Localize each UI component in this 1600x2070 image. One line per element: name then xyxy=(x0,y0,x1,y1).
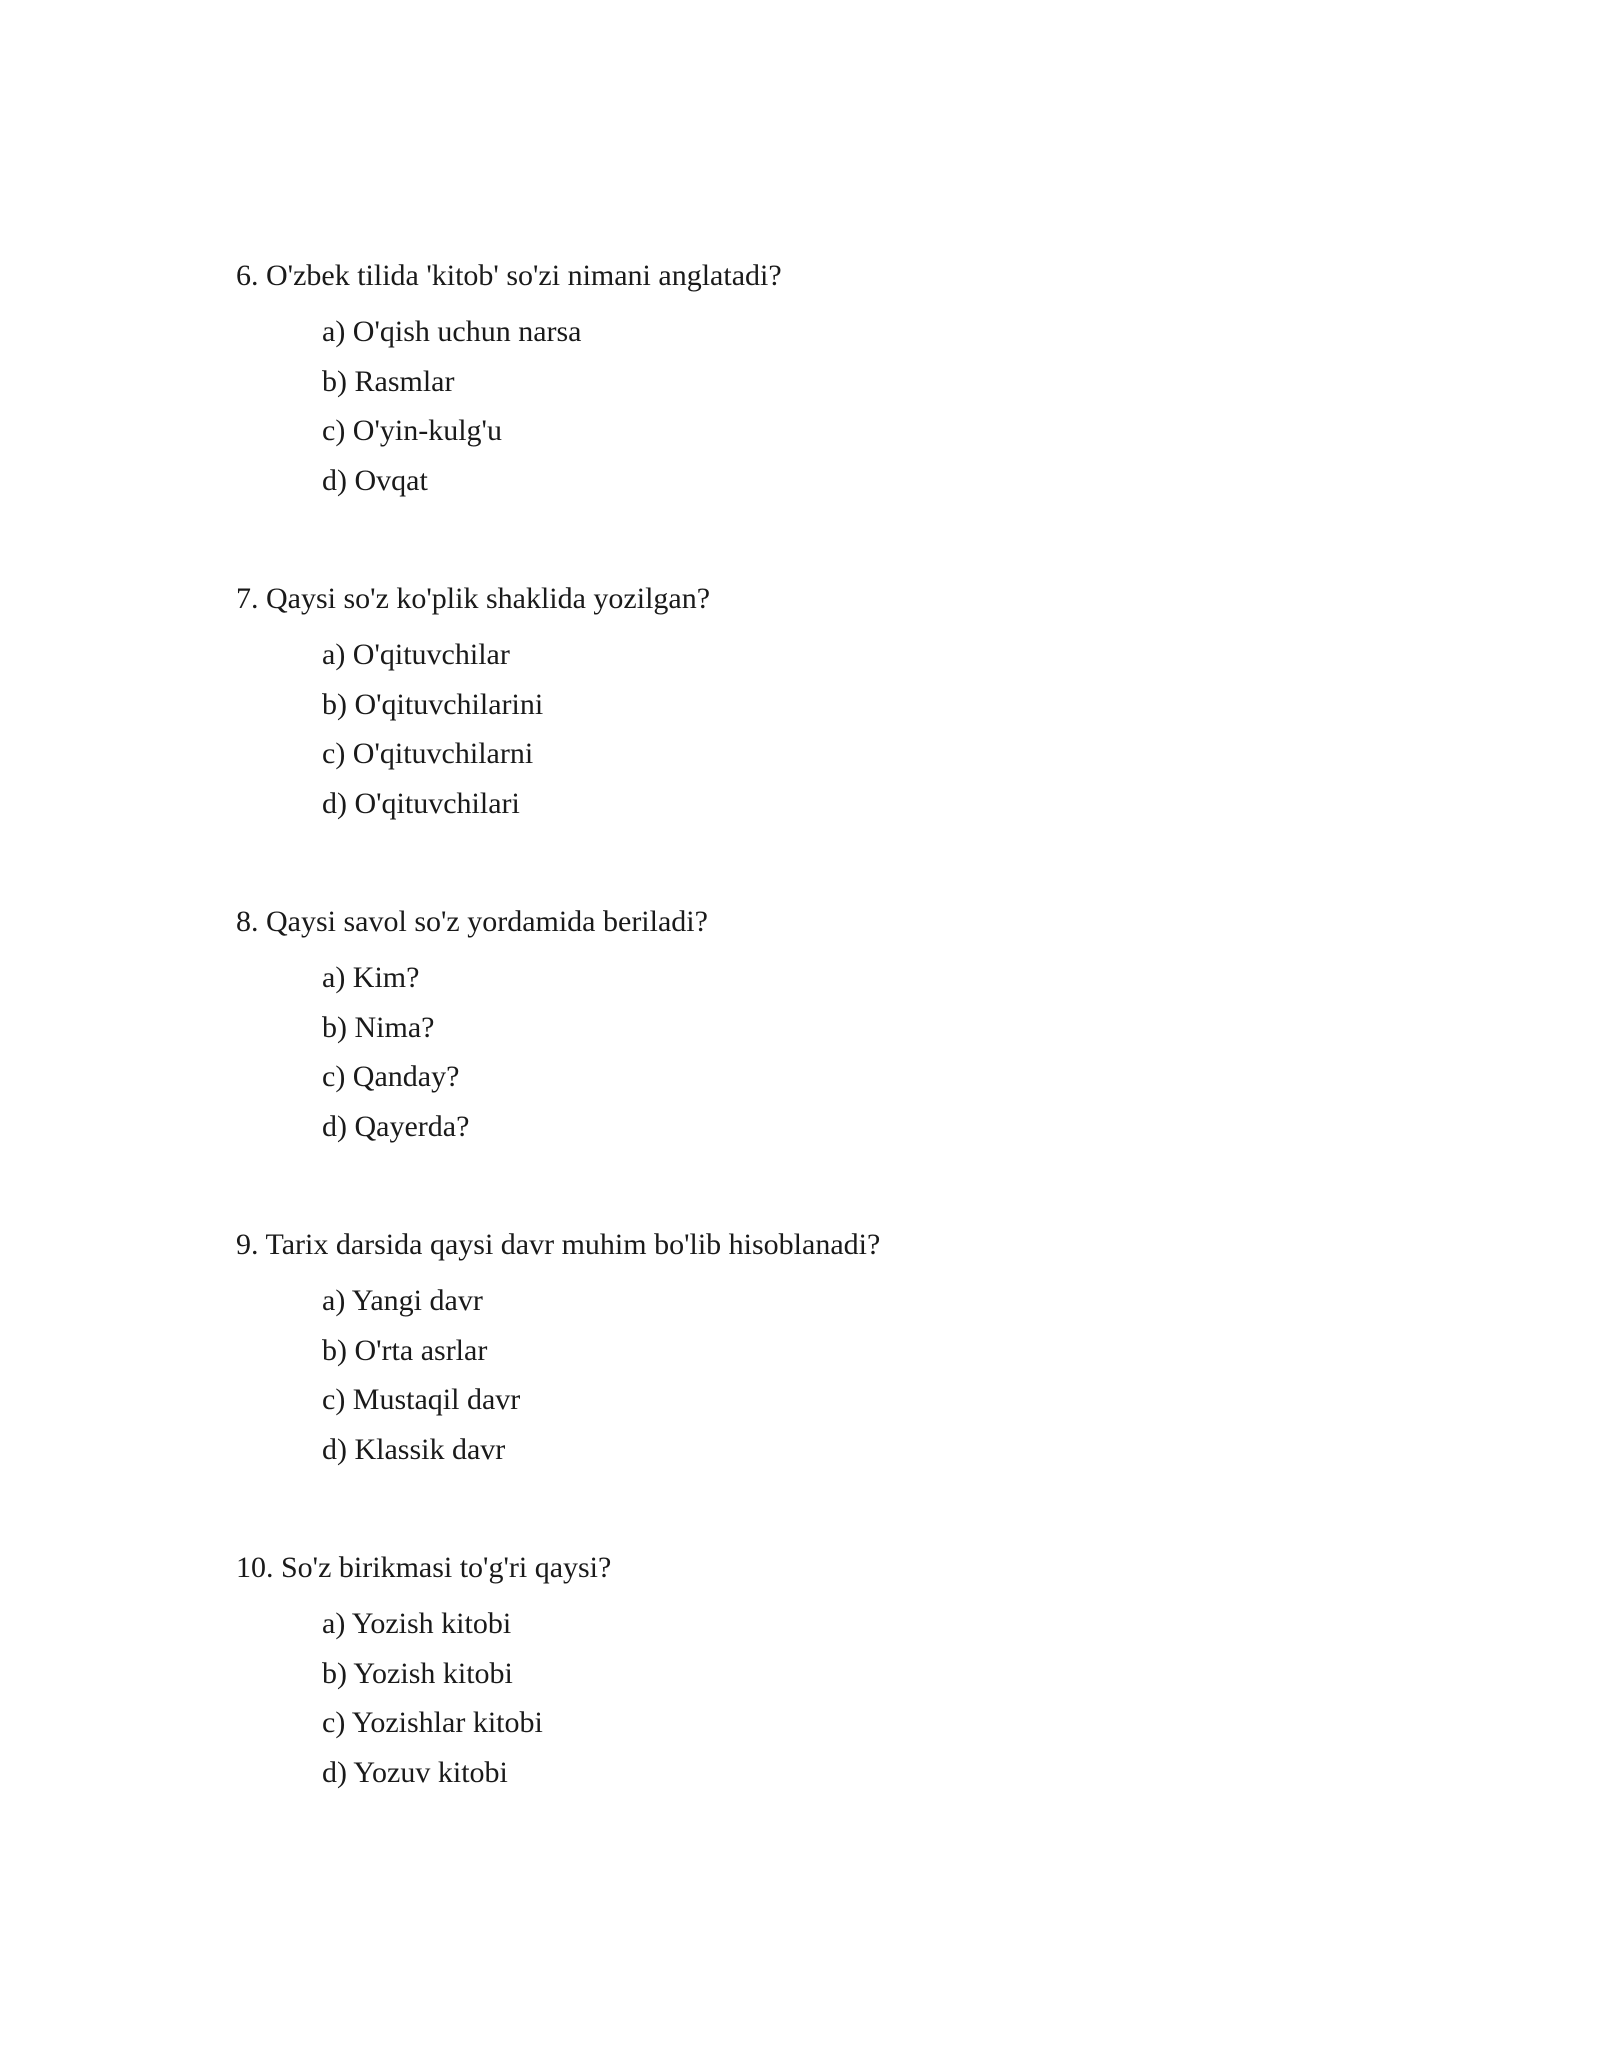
option-c: c) Qanday? xyxy=(322,1060,460,1093)
question-block xyxy=(236,581,710,835)
option-c: c) O'yin-kulg'u xyxy=(322,414,502,447)
option-b: b) Rasmlar xyxy=(322,364,455,398)
option-d: d) O'qituvchilari xyxy=(322,786,520,820)
question-block xyxy=(236,904,708,1158)
option-b: b) Yozish kitobi xyxy=(322,1656,513,1690)
options-list xyxy=(236,960,708,1158)
question-text: 8. Qaysi savol so'z yordamida beriladi? xyxy=(236,905,708,938)
options-list xyxy=(236,1606,611,1804)
option-a: a) Kim? xyxy=(322,961,420,994)
question-block xyxy=(236,258,782,512)
option-c: c) Yozishlar kitobi xyxy=(322,1706,543,1739)
option-b: b) O'rta asrlar xyxy=(322,1333,488,1367)
question-text: 9. Tarix darsida qaysi davr muhim bo'lib hisoblanadi? xyxy=(236,1228,881,1261)
option-c: c) Mustaqil davr xyxy=(322,1383,521,1416)
question-text: 10. So'z birikmasi to'g'ri qaysi? xyxy=(236,1551,612,1584)
question-block xyxy=(236,1227,880,1481)
question-text: 7. Qaysi so'z ko'plik shaklida yozilgan? xyxy=(236,582,711,615)
option-c: c) O'qituvchilarni xyxy=(322,737,534,770)
option-b: b) Nima? xyxy=(322,1010,435,1044)
option-d: d) Yozuv kitobi xyxy=(322,1755,508,1789)
option-a: a) Yozish kitobi xyxy=(322,1607,512,1640)
option-a: a) O'qituvchilar xyxy=(322,638,510,671)
options-list xyxy=(236,1283,880,1481)
option-a: a) Yangi davr xyxy=(322,1284,483,1317)
question-block xyxy=(236,1550,611,1804)
option-d: d) Qayerda? xyxy=(322,1109,470,1143)
options-list xyxy=(236,314,782,512)
question-text: 6. O'zbek tilida 'kitob' so'zi nimani anglatadi? xyxy=(236,259,782,292)
option-d: d) Ovqat xyxy=(322,463,428,497)
option-a: a) O'qish uchun narsa xyxy=(322,315,582,348)
options-list xyxy=(236,637,710,835)
option-b: b) O'qituvchilarini xyxy=(322,687,544,721)
option-d: d) Klassik davr xyxy=(322,1432,506,1466)
